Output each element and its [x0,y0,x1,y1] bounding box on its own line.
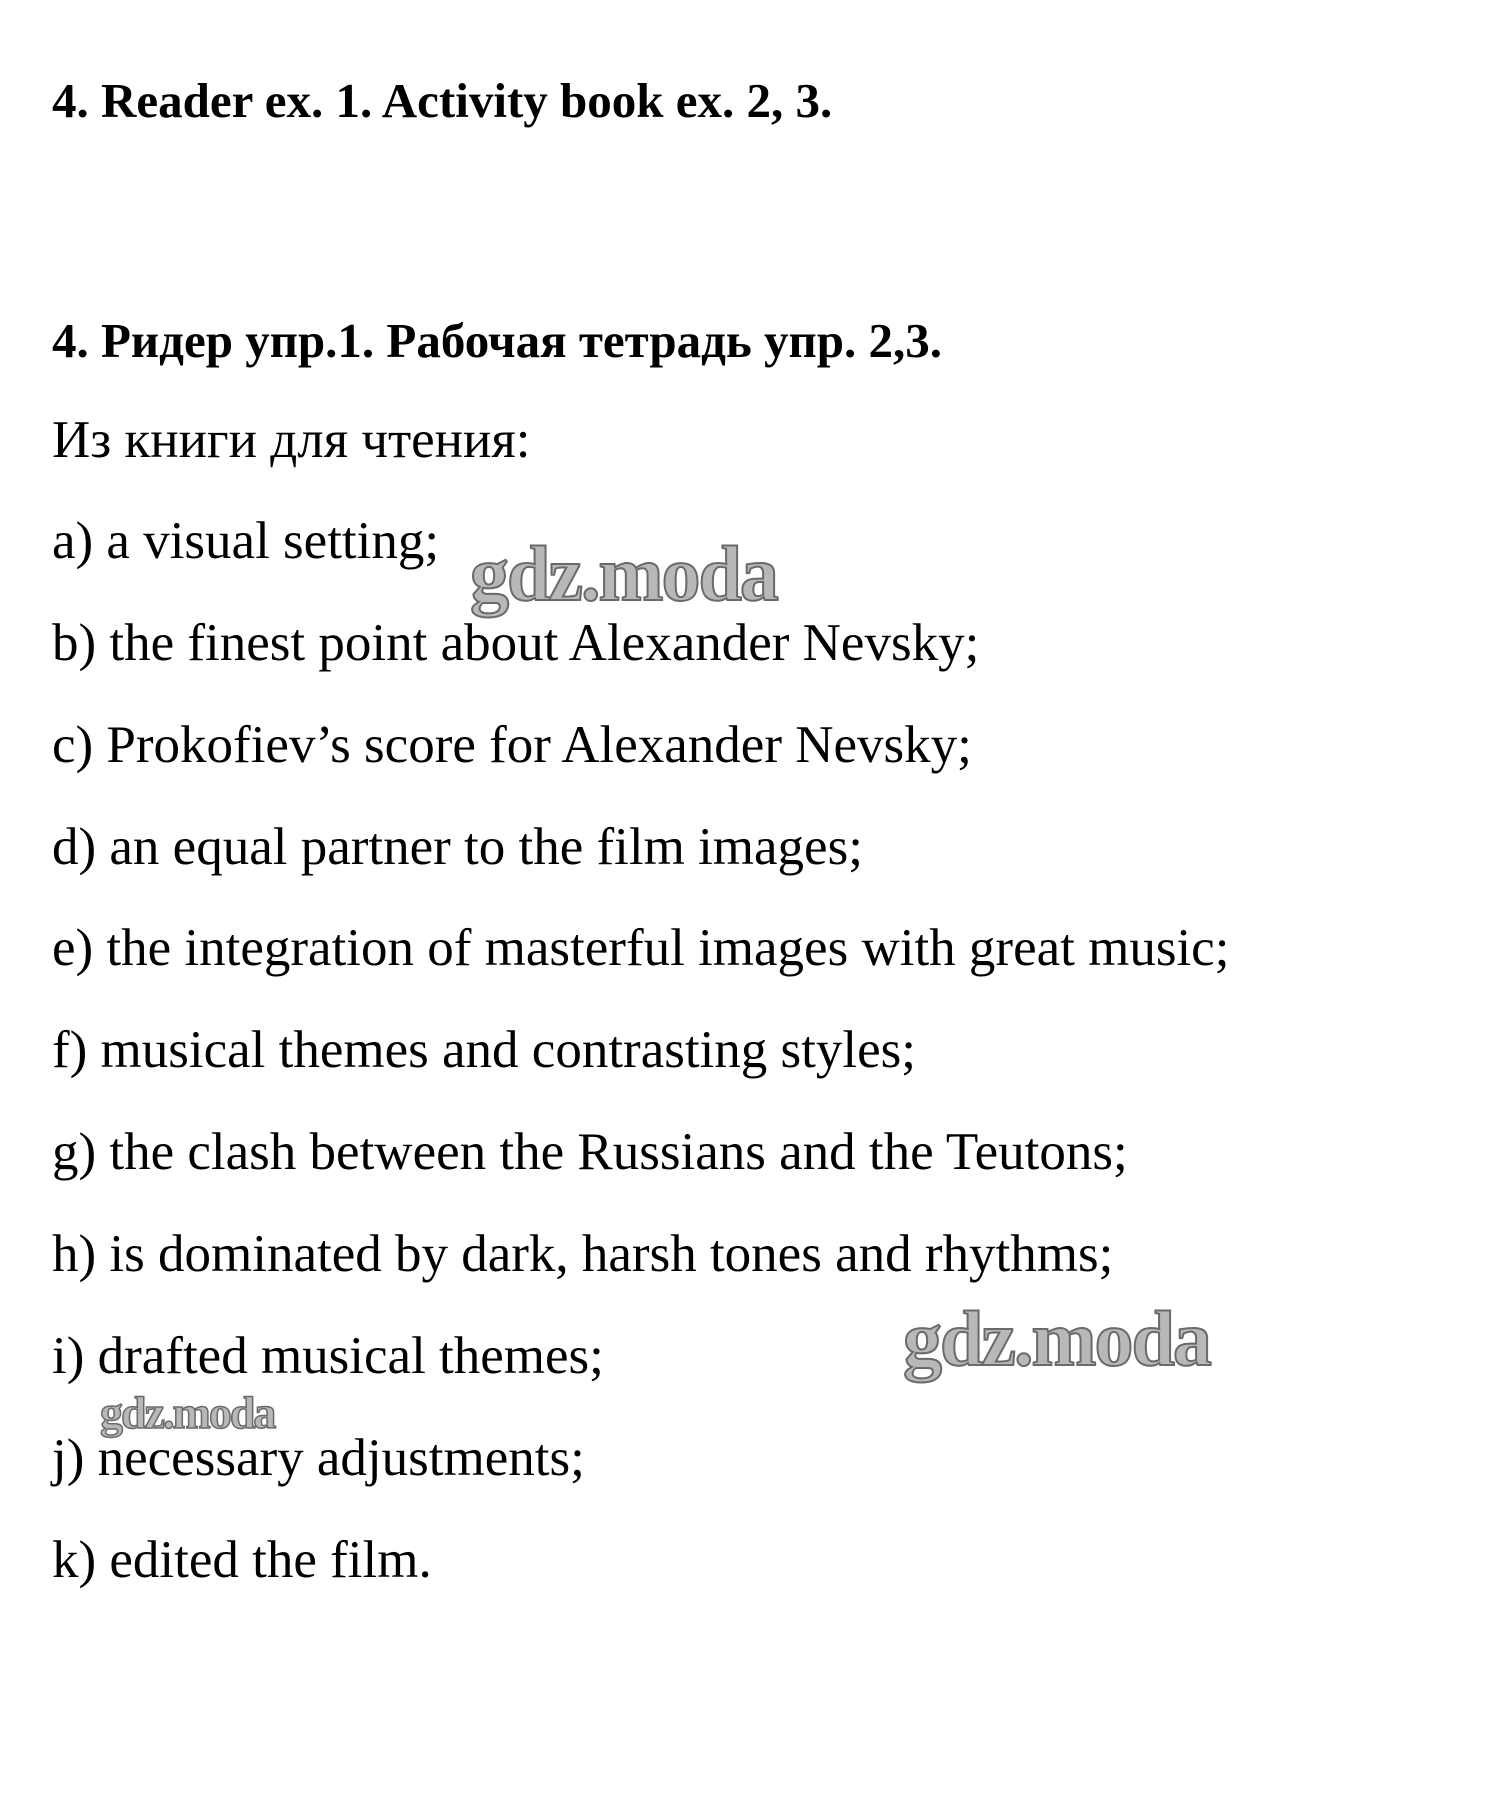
answer-line: j) necessary adjustments; [52,1429,585,1487]
answer-line: d) an equal partner to the film images; [52,818,863,876]
answer-line: b) the finest point about Alexander Nevsky; [52,614,980,672]
answer-line: c) Prokofiev’s score for Alexander Nevsky; [52,716,972,774]
watermark-logo: gdz.moda [903,1295,1210,1382]
answer-line: g) the clash between the Russians and the Teutons; [52,1123,1128,1181]
intro-line: Из книги для чтения: [52,411,531,469]
exercise-heading-english: 4. Reader ex. 1. Activity book ex. 2, 3. [52,73,833,128]
exercise-heading-russian: 4. Ридер упр.1. Рабочая тетрадь упр. 2,3. [52,313,943,368]
watermark-logo: gdz.moda [100,1387,275,1438]
answer-line: a) a visual setting; [52,512,440,570]
answer-line: f) musical themes and contrasting styles; [52,1021,916,1079]
watermark-logo: gdz.moda [470,530,777,617]
answer-line: h) is dominated by dark, harsh tones and rhythms; [52,1225,1114,1283]
answer-line: i) drafted musical themes; [52,1327,604,1385]
answer-line: e) the integration of masterful images with great music; [52,919,1230,977]
answer-line: k) edited the film. [52,1531,432,1589]
